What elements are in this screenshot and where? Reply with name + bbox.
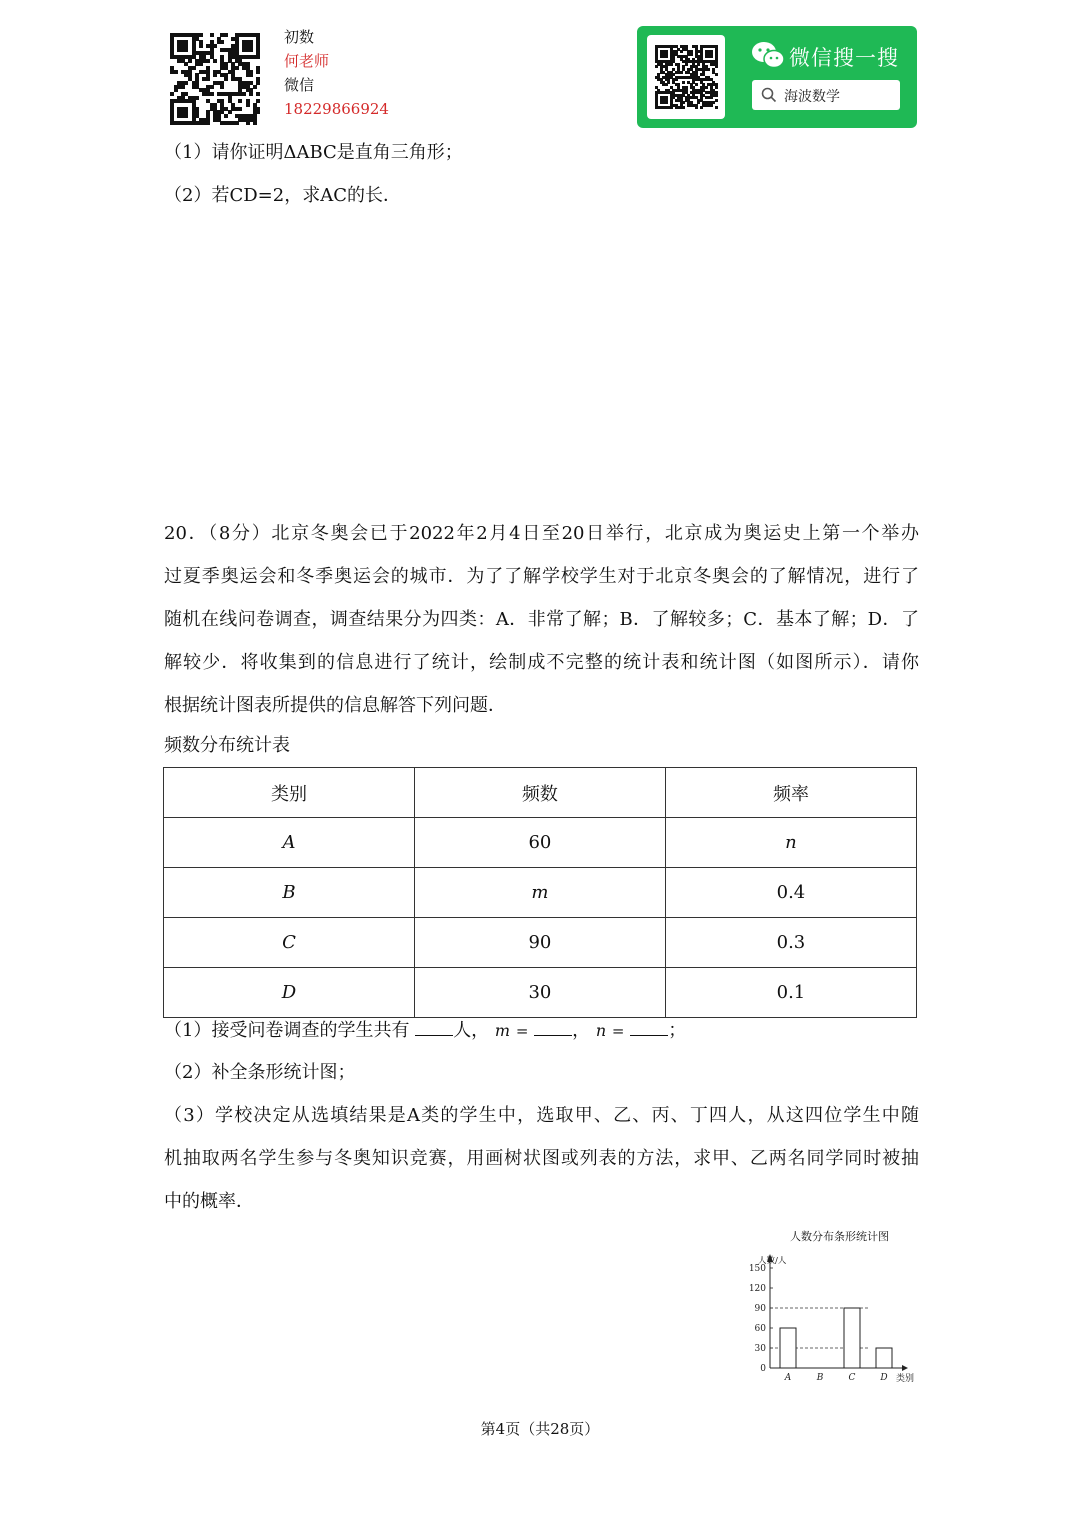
search-icon	[761, 87, 777, 103]
table-header-cell: 频数	[414, 768, 665, 818]
qr-module	[695, 106, 698, 109]
qr-module	[249, 73, 253, 77]
sub3-line-2: 机抽取两名学生参与冬奥知识竞赛，用画树状图或列表的方法，求甲、乙两名同学同时被抽	[164, 1148, 919, 1169]
qr-module	[199, 44, 203, 48]
wechat-logo-icon	[751, 40, 785, 70]
table-cell: 90	[414, 918, 665, 968]
qr-module	[199, 33, 203, 37]
answer-blank-n[interactable]	[630, 1017, 668, 1036]
qr-module	[680, 71, 683, 74]
qr-module	[707, 68, 710, 71]
qr-module	[213, 44, 217, 48]
sub3-line-3: 中的概率．	[164, 1191, 254, 1212]
table-row	[164, 968, 917, 1018]
qr-module	[188, 59, 192, 63]
qr-module	[256, 110, 260, 114]
frequency-table	[163, 767, 917, 1018]
qr-module	[210, 92, 214, 96]
qr-module	[224, 114, 228, 118]
qr-module	[680, 50, 683, 53]
q20-line-5: 根据统计图表所提供的信息解答下列问题．	[164, 695, 506, 716]
qr-module	[655, 65, 658, 68]
answer-blank-m[interactable]	[534, 1017, 572, 1036]
q19-part1: （1）请你证明ΔABC是直角三角形；	[164, 142, 463, 163]
qr-module	[206, 77, 210, 81]
y-tick-label: 150	[748, 1264, 766, 1274]
sub1-eq-2: =	[611, 1022, 625, 1040]
y-tick-label: 90	[754, 1304, 766, 1314]
table-cell: D	[164, 968, 415, 1018]
header-phone: 18229866924	[284, 100, 389, 118]
qr-module	[184, 48, 188, 52]
table-header-cell: 频率	[665, 768, 916, 818]
sub1-text: （1）接受问卷调查的学生共有	[164, 1020, 410, 1041]
qr-module	[682, 81, 685, 84]
sub1-unit: 人，	[453, 1020, 490, 1041]
qr-module	[206, 59, 210, 63]
bar-A	[780, 1328, 796, 1368]
header-subject: 初数	[284, 28, 315, 46]
qr-module	[238, 107, 242, 111]
qr-module	[235, 66, 239, 70]
qr-module	[235, 121, 239, 125]
table-caption: 频数分布统计表	[164, 735, 290, 756]
qr-module	[253, 121, 257, 125]
qr-module	[682, 106, 685, 109]
qr-module	[192, 66, 196, 70]
qr-module	[184, 114, 188, 118]
qr-module	[256, 81, 260, 85]
table-cell: 0.3	[665, 918, 916, 968]
wechat-search-banner[interactable]	[637, 26, 917, 128]
sub1-comma: ，	[572, 1020, 591, 1041]
wechat-search-text: 海波数学	[784, 89, 840, 105]
qr-module	[256, 55, 260, 59]
qr-module	[256, 92, 260, 96]
bar-chart	[740, 1250, 930, 1390]
qr-module	[249, 48, 253, 52]
wechat-qr-frame	[647, 35, 725, 119]
sub1-eq-1: =	[515, 1022, 529, 1040]
qr-module	[690, 53, 693, 56]
bar-D	[876, 1348, 892, 1368]
qr-module	[224, 77, 228, 81]
y-tick-label: 120	[748, 1284, 766, 1294]
qr-module	[174, 88, 178, 92]
qr-module	[195, 96, 199, 100]
qr-code-left	[170, 33, 260, 125]
q20-sub3	[164, 1094, 919, 1223]
table-row	[164, 868, 917, 918]
qr-module	[256, 70, 260, 74]
table-cell: B	[164, 868, 415, 918]
x-tick-label: B	[816, 1373, 824, 1383]
y-tick-label: 0	[760, 1364, 766, 1374]
y-axis-label: 人数/人	[758, 1256, 787, 1266]
q20-sub2: （2）补全条形统计图；	[164, 1062, 356, 1083]
q19-part2: （2）若CD=2，求AC的长．	[164, 185, 401, 206]
qr-module	[181, 85, 185, 89]
qr-module	[246, 121, 250, 125]
table-cell: C	[164, 918, 415, 968]
qr-module	[249, 92, 253, 96]
qr-module	[700, 106, 703, 109]
qr-module	[224, 33, 228, 37]
q20-sub1	[164, 1016, 686, 1046]
wechat-search-field[interactable]	[752, 80, 900, 110]
table-cell: 30	[414, 968, 665, 1018]
table-header-row	[164, 768, 917, 818]
qr-module	[206, 121, 210, 125]
page-footer: 第4页（共28页）	[480, 1420, 600, 1438]
table-cell: 0.1	[665, 968, 916, 1018]
table-header-cell: 类别	[164, 768, 415, 818]
qr-module	[715, 106, 718, 109]
y-tick-label: 60	[754, 1324, 766, 1334]
qr-module	[184, 81, 188, 85]
qr-module	[213, 59, 217, 63]
qr-module	[670, 106, 673, 109]
sub3-line-1: （3）学校决定从选填结果是A类的学生中，选取甲、乙、丙、丁四人，从这四位学生中随	[164, 1105, 919, 1126]
qr-module	[199, 62, 203, 66]
x-axis-arrow-icon	[902, 1365, 908, 1371]
qr-module	[715, 73, 718, 76]
table-cell: m	[414, 868, 665, 918]
qr-module	[665, 83, 668, 86]
answer-blank-total[interactable]	[415, 1017, 453, 1036]
qr-module	[710, 104, 713, 107]
sub1-n-var: n	[595, 1021, 607, 1040]
table-cell: n	[665, 818, 916, 868]
x-axis-label: 类别	[896, 1374, 915, 1384]
header-teacher: 何老师	[284, 52, 330, 70]
qr-module	[715, 94, 718, 97]
qr-module	[710, 55, 713, 58]
q20-line-3: 随机在线问卷调查，调查结果分为四类：A．非常了解；B．了解较多；C．基本了解；D．了	[164, 609, 919, 630]
x-tick-label: A	[784, 1373, 792, 1383]
qr-module	[665, 55, 668, 58]
x-tick-label: D	[880, 1373, 888, 1383]
qr-module	[170, 92, 174, 96]
q20-stem	[164, 512, 919, 727]
qr-module	[174, 70, 178, 74]
qr-module	[710, 96, 713, 99]
sub1-end: ；	[668, 1020, 687, 1041]
q20-line-1: 20．（8分）北京冬奥会已于2022年2月4日至20日举行，北京成为奥运史上第一个举办	[164, 523, 919, 544]
qr-module	[210, 33, 214, 37]
table-row	[164, 818, 917, 868]
qr-module	[213, 73, 217, 77]
qr-code-right	[655, 45, 717, 109]
qr-module	[210, 85, 214, 89]
qr-module	[238, 99, 242, 103]
table-cell: 60	[414, 818, 665, 868]
x-tick-label: C	[848, 1373, 856, 1383]
qr-module	[220, 40, 224, 44]
qr-module	[670, 63, 673, 66]
chart-title: 人数分布条形统计图	[790, 1230, 889, 1243]
q20-line-4: 解较少．将收集到的信息进行了统计，绘制成不完整的统计表和统计图（如图所示）．请你	[164, 652, 919, 673]
qr-module	[228, 110, 232, 114]
bar-C	[844, 1308, 860, 1368]
table-row	[164, 918, 917, 968]
qr-module	[220, 85, 224, 89]
qr-module	[253, 85, 257, 89]
qr-module	[246, 103, 250, 107]
sub1-m-var: m	[494, 1021, 511, 1040]
qr-module	[256, 99, 260, 103]
qr-module	[242, 92, 246, 96]
header-wechat-label: 微信	[284, 76, 315, 94]
table-cell: A	[164, 818, 415, 868]
wechat-search-title: 微信搜一搜	[789, 46, 899, 70]
table-cell: 0.4	[665, 868, 916, 918]
y-tick-label: 30	[754, 1344, 766, 1354]
q20-line-2: 过夏季奥运会和冬季奥运会的城市．为了了解学校学生对于北京冬奥会的了解情况，进行了	[164, 566, 919, 587]
qr-module	[665, 101, 668, 104]
